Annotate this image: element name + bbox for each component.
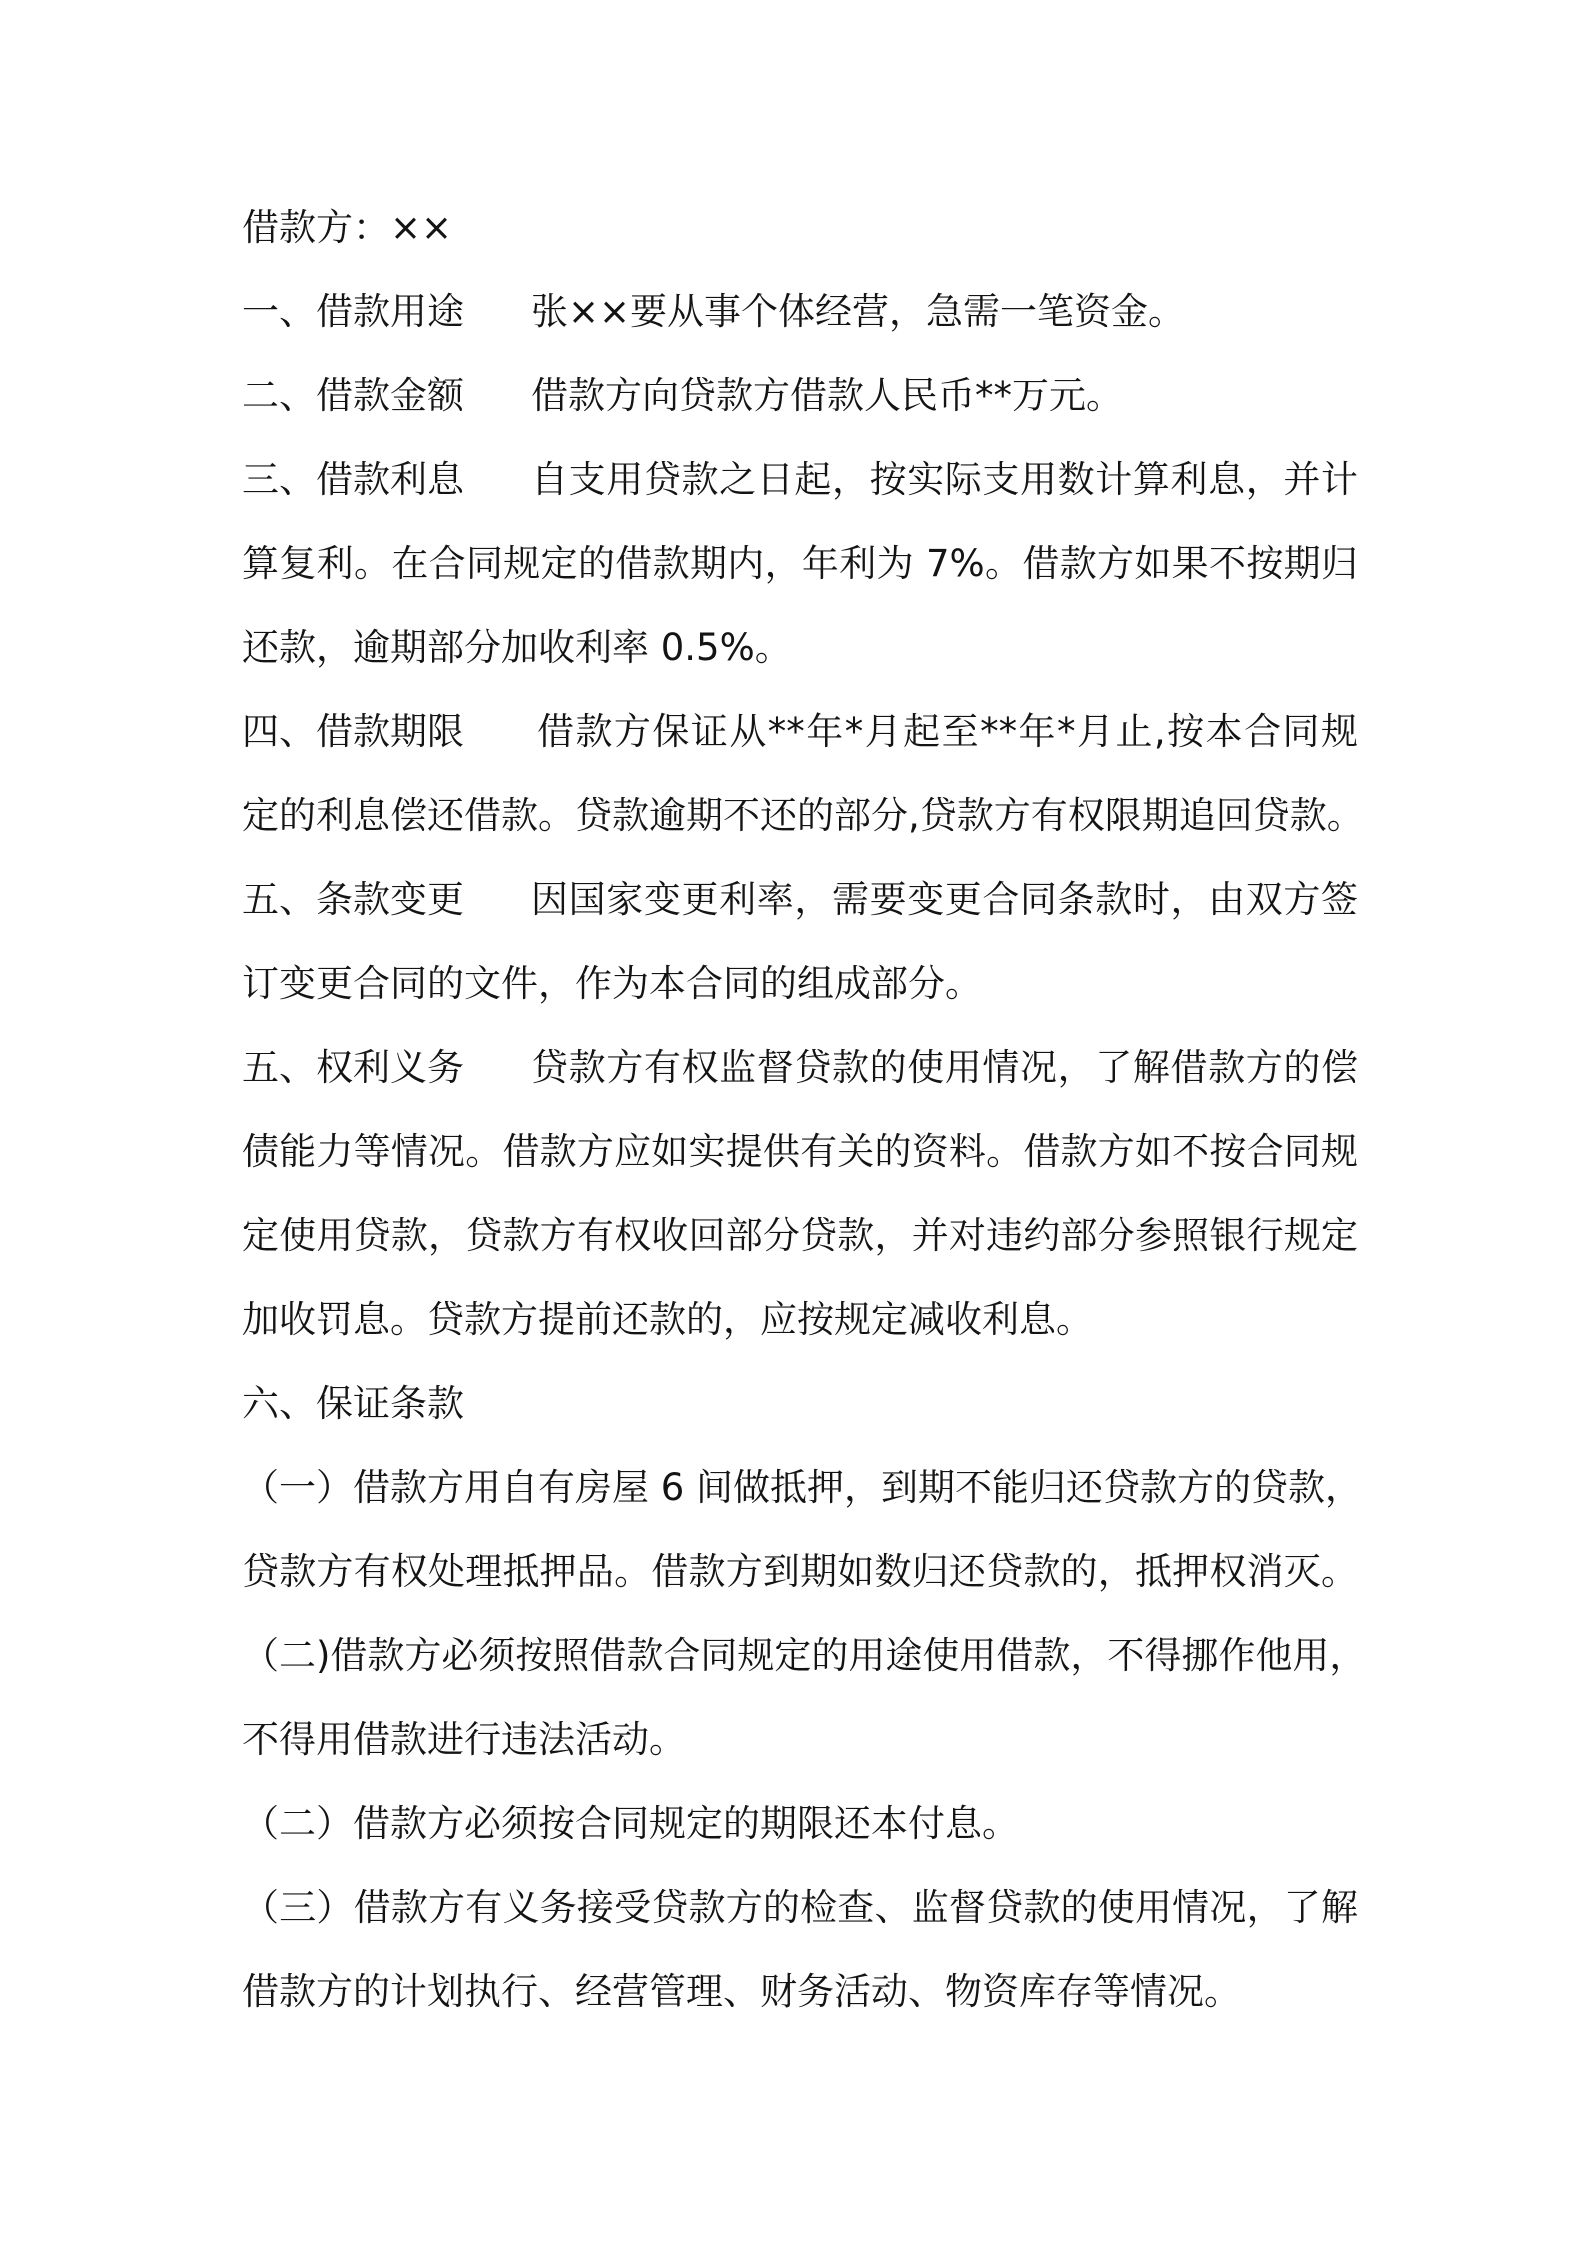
section-changes [242, 858, 1358, 942]
section-purpose [242, 270, 1358, 354]
section-text-continued: 加收罚息。贷款方提前还款的，应按规定减收利息。 [242, 1298, 1093, 1341]
section-heading: 二、借款金额 [242, 374, 464, 417]
section-interest [242, 438, 1358, 522]
guarantee-clause-2-continued: 不得用借款进行违法活动。 [242, 1718, 686, 1761]
section-text-continued: 定的利息偿还借款。贷款逾期不还的部分,贷款方有权限期追回贷款。 [242, 794, 1364, 837]
guarantee-clause-4-continued: 借款方的计划执行、经营管理、财务活动、物资库存等情况。 [242, 1970, 1241, 2013]
guarantee-clause-1-continued: 贷款方有权处理抵押品。借款方到期如数归还贷款的，抵押权消灭。 [242, 1550, 1358, 1593]
section-text: 借款方保证从**年*月起至**年*月止,按本合同规 [537, 710, 1358, 753]
section-heading: 三、借款利息 [242, 458, 464, 501]
section-heading: 五、权利义务 [242, 1046, 464, 1089]
section-text-continued: 还款，逾期部分加收利率 0.5%。 [242, 626, 792, 669]
borrower-line: 借款方：×× [242, 206, 453, 249]
section-heading: 一、借款用途 [242, 290, 464, 333]
section-amount [242, 354, 1358, 438]
section-text: 贷款方有权监督贷款的使用情况，了解借款方的偿 [531, 1046, 1358, 1089]
guarantee-clause-3: （二）借款方必须按合同规定的期限还本付息。 [242, 1802, 1019, 1845]
guarantee-heading: 六、保证条款 [242, 1382, 464, 1425]
section-text-continued: 订变更合同的文件，作为本合同的组成部分。 [242, 962, 982, 1005]
section-text: 自支用贷款之日起，按实际支用数计算利息，并计 [531, 458, 1358, 501]
guarantee-clause-2: （二)借款方必须按照借款合同规定的用途使用借款，不得挪作他用， [242, 1634, 1367, 1677]
guarantee-clause-1: （一）借款方用自有房屋 6 间做抵押，到期不能归还贷款方的贷款， [242, 1466, 1363, 1509]
section-term [242, 690, 1358, 774]
section-text: 张××要从事个体经营，急需一笔资金。 [531, 290, 1186, 333]
guarantee-clause-4: （三）借款方有义务接受贷款方的检查、监督贷款的使用情况，了解 [242, 1886, 1358, 1929]
section-text-continued: 债能力等情况。借款方应如实提供有关的资料。借款方如不按合同规 [242, 1130, 1358, 1173]
section-text: 借款方向贷款方借款人民币**万元。 [531, 374, 1123, 417]
section-text-continued: 算复利。在合同规定的借款期内，年利为 7%。借款方如果不按期归 [242, 542, 1358, 585]
section-text-continued: 定使用贷款，贷款方有权收回部分贷款，并对违约部分参照银行规定 [242, 1214, 1358, 1257]
section-rights [242, 1026, 1358, 1110]
section-heading: 五、条款变更 [242, 878, 464, 921]
section-heading: 四、借款期限 [242, 710, 464, 753]
section-text: 因国家变更利率，需要变更合同条款时，由双方签 [531, 878, 1358, 921]
document-body [242, 186, 1367, 2034]
